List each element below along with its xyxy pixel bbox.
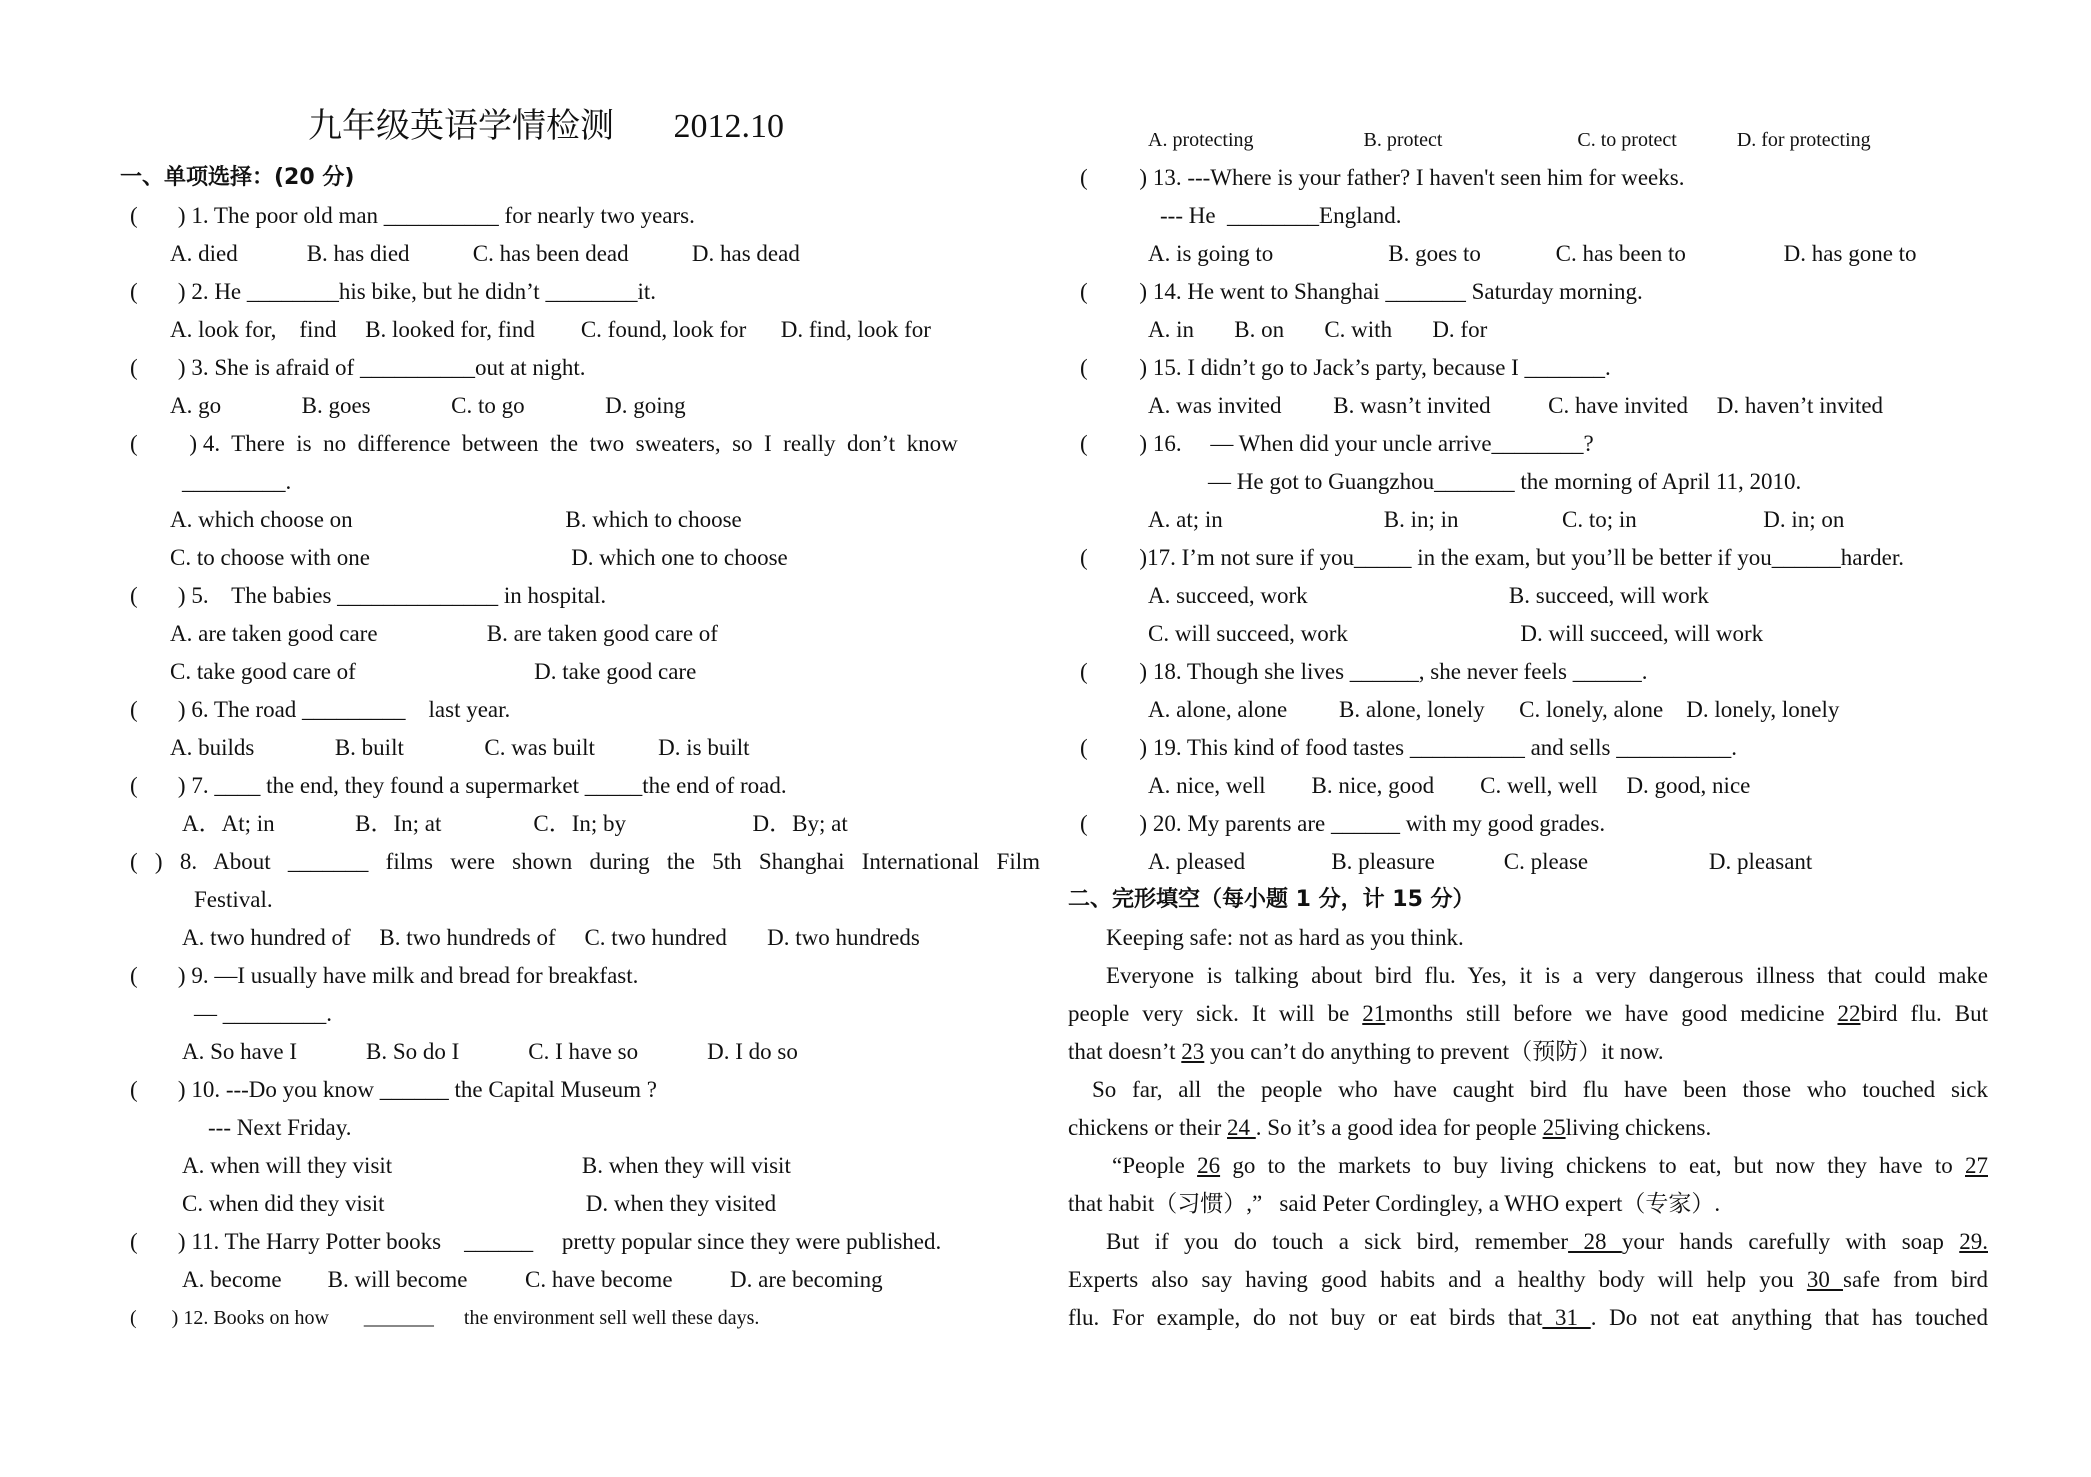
text-line: A. at; in B. in; in C. to; in D. in; on xyxy=(1148,507,1845,532)
text-line: A．At; in B．In; at C．In; by D．By; at xyxy=(182,811,848,836)
text-line: ( ) 18. Though she lives ______, she never feels ______. xyxy=(1080,659,1648,684)
text-line: Festival. xyxy=(194,887,273,912)
text-line: A. builds B. built C. was built D. is built xyxy=(170,735,750,760)
text-line: But if you do touch a sick bird, remember 28 your hands carefully with soap 29. xyxy=(1106,1229,1988,1254)
text-line: ( ) 2. He ________his bike, but he didn’t ________it. xyxy=(130,279,656,304)
text-line: A. look for, find B. looked for, find C. found, look for D. find, look for xyxy=(170,317,931,342)
text-line: flu. For example, do not buy or eat birds that 31 . Do not eat anything that has touched xyxy=(1068,1305,1988,1330)
text-line: ( ) 10. ---Do you know ______ the Capital Museum ? xyxy=(130,1077,658,1102)
text-line: A. which choose on B. which to choose xyxy=(170,507,742,532)
text-line: ( ) 20. My parents are ______ with my good grades. xyxy=(1080,811,1606,836)
text-line: ( ) 6. The road _________ last year. xyxy=(130,697,511,722)
text-line: So far, all the people who have caught bird flu have been those who touched sick xyxy=(1092,1077,1988,1102)
text-line: ( ) 5. The babies ______________ in hospital. xyxy=(130,583,607,608)
text-line: --- Next Friday. xyxy=(208,1115,352,1140)
text-line: — He got to Guangzhou_______ the morning of April 11, 2010. xyxy=(1208,469,1802,494)
text-line: ( ) 9. —I usually have milk and bread for breakfast. xyxy=(130,963,639,988)
text-line: _________. xyxy=(182,469,292,494)
text-line: A. become B. will become C. have become D. are becoming xyxy=(182,1267,883,1292)
text-line: ( ) 8. About _______ films were shown during the 5th Shanghai International Film xyxy=(130,849,1040,874)
text-line: Everyone is talking about bird flu. Yes, it is a very dangerous illness that could make xyxy=(1106,963,1988,988)
text-line: C. when did they visit D. when they visited xyxy=(182,1191,777,1216)
text-line: A. two hundred of B. two hundreds of C. two hundred D. two hundreds xyxy=(182,925,920,950)
text-line: ( )17. I’m not sure if you_____ in the exam, but you’ll be better if you______harder. xyxy=(1080,545,1904,570)
text-line: ( ) 11. The Harry Potter books ______ pretty popular since they were published. xyxy=(130,1229,942,1254)
text-line: ( ) 19. This kind of food tastes __________ and sells __________. xyxy=(1080,735,1737,760)
text-line: ( ) 3. She is afraid of __________out at night. xyxy=(130,355,586,380)
text-line: A. is going to B. goes to C. has been to D. has gone to xyxy=(1148,241,1917,266)
text-line: C. to choose with one D. which one to choose xyxy=(170,545,788,570)
text-line: A. in B. on C. with D. for xyxy=(1148,317,1488,342)
section-heading: 二、完形填空（每小题 1 分，计 15 分） xyxy=(1068,887,1475,912)
text-line: ( ) 14. He went to Shanghai _______ Saturday morning. xyxy=(1080,279,1643,304)
text-line: A. are taken good care B. are taken good care of xyxy=(170,621,718,646)
text-line: A. nice, well B. nice, good C. well, well D. good, nice xyxy=(1148,773,1751,798)
text-line: --- He ________England. xyxy=(1160,203,1402,228)
text-line: people very sick. It will be 21months still before we have good medicine 22bird flu. But xyxy=(1068,1001,1988,1026)
text-line: A. pleased B. pleasure C. please D. pleasant xyxy=(1148,849,1813,874)
text-line: ( ) 4. There is no difference between the two sweaters, so I really don’t know xyxy=(130,431,958,456)
text-line: A. go B. goes C. to go D. going xyxy=(170,393,686,418)
text-line: ( ) 12. Books on how _______ the environment sell well these days. xyxy=(130,1307,760,1329)
text-line: A. protecting B. protect C. to protect D. for protecting xyxy=(1148,129,1871,151)
text-line: — _________. xyxy=(194,1001,332,1026)
text-line: chickens or their 24 . So it’s a good idea for people 25living chickens. xyxy=(1068,1115,1712,1140)
text-line: that habit（习惯）,” said Peter Cordingley, a WHO expert（专家）. xyxy=(1068,1191,1721,1216)
page-title: 九年级英语学情检测 2012.10 xyxy=(308,108,784,145)
text-line: A. when will they visit B. when they will visit xyxy=(182,1153,791,1178)
text-line: ( ) 16. — When did your uncle arrive________? xyxy=(1080,431,1594,456)
text-line: C. take good care of D. take good care xyxy=(170,659,697,684)
section-heading: 一、单项选择：(20 分) xyxy=(120,165,355,190)
text-line: “People 26 go to the markets to buy living chickens to eat, but now they have to 27 xyxy=(1112,1153,1988,1178)
text-line: A. was invited B. wasn’t invited C. have invited D. haven’t invited xyxy=(1148,393,1884,418)
text-line: ( ) 15. I didn’t go to Jack’s party, because I _______. xyxy=(1080,355,1611,380)
text-line: ( ) 13. ---Where is your father? I haven't seen him for weeks. xyxy=(1080,165,1685,190)
text-line: ( ) 1. The poor old man __________ for nearly two years. xyxy=(130,203,695,228)
text-line: that doesn’t 23 you can’t do anything to prevent（预防）it now. xyxy=(1068,1039,1664,1064)
text-line: A. alone, alone B. alone, lonely C. lonely, alone D. lonely, lonely xyxy=(1148,697,1840,722)
text-line: Keeping safe: not as hard as you think. xyxy=(1106,925,1464,950)
text-line: A. succeed, work B. succeed, will work xyxy=(1148,583,1709,608)
text-line: A. So have I B. So do I C. I have so D. I do so xyxy=(182,1039,798,1064)
text-line: Experts also say having good habits and a healthy body will help you 30 safe from bird xyxy=(1068,1267,1988,1292)
text-line: A. died B. has died C. has been dead D. has dead xyxy=(170,241,800,266)
text-line: ( ) 7. ____ the end, they found a supermarket _____the end of road. xyxy=(130,773,787,798)
text-line: C. will succeed, work D. will succeed, will work xyxy=(1148,621,1764,646)
